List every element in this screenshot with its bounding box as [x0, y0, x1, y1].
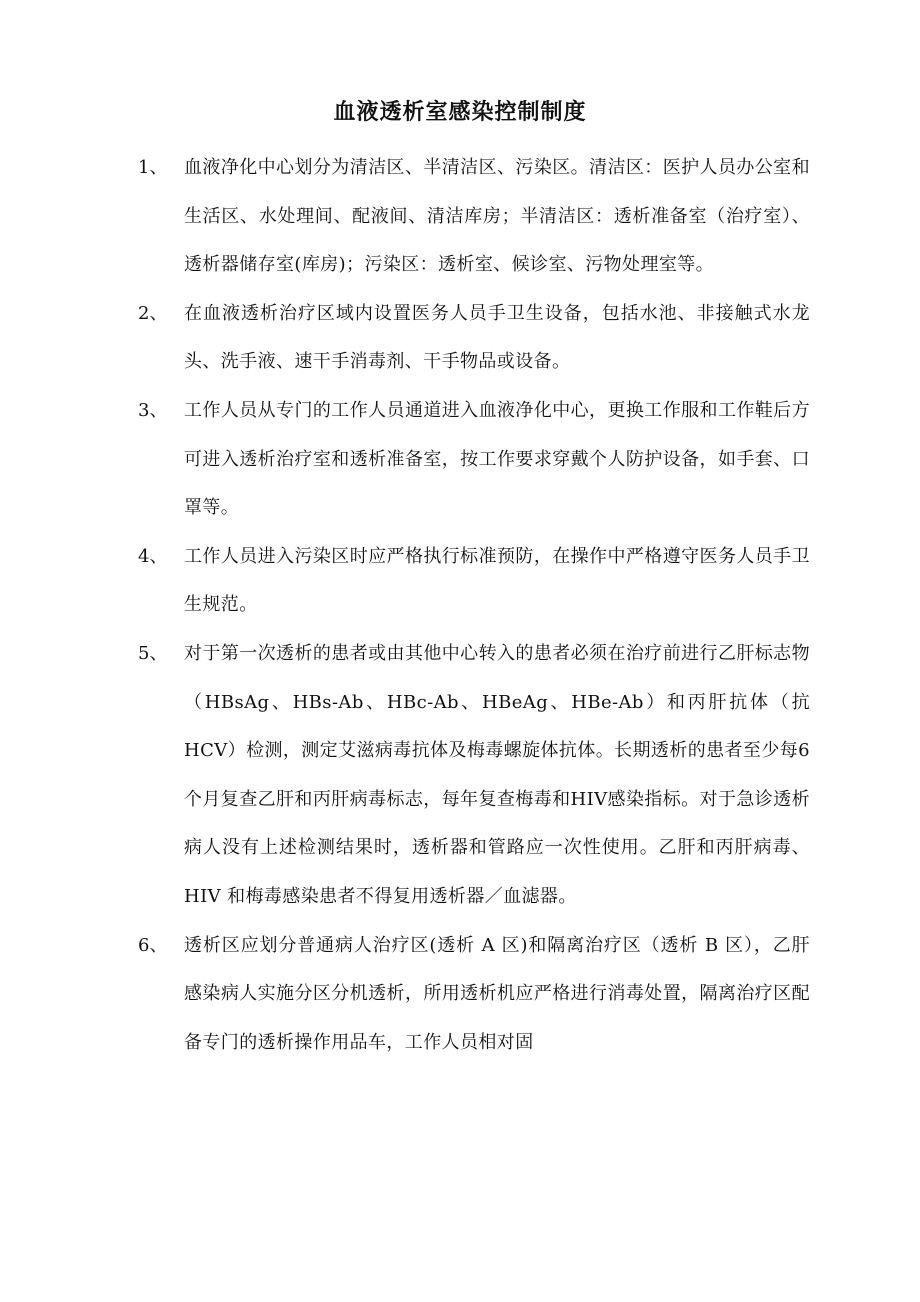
clause-item	[0, 922, 920, 1068]
clause-text: 工作人员进入污染区时应严格执行标准预防，在操作中严格遵守医务人员手卫生规范。	[184, 545, 810, 616]
clause-text: 对于第一次透析的患者或由其他中心转入的患者必须在治疗前进行乙肝标志物（HBsAg、HBs-Ab、HBc-Ab、HBeAg、HBe-Ab）和丙肝抗体（抗HCV）检测，测定艾滋病毒抗体及梅毒螺旋体抗体。长期透析的患者至少每6 个月复查乙肝和丙肝病毒标志，每年复查梅毒和HIV感染指标。对于急诊透析病人没有上述检测结果时，透析器和管路应一次性使用。乙肝和丙肝病毒、HIV 和梅毒感染患者不得复用透析器／血滤器。	[184, 642, 810, 907]
clause-item	[0, 290, 920, 387]
clause-list	[0, 144, 920, 1067]
clause-number: 4、	[138, 545, 168, 567]
clause-number: 6、	[138, 934, 168, 956]
clause-item	[0, 387, 920, 533]
document-title: 血液透析室感染控制制度	[333, 99, 587, 125]
clause-number: 3、	[138, 399, 168, 421]
clause-item	[0, 630, 920, 922]
clause-item	[0, 144, 920, 290]
clause-text: 在血液透析治疗区域内设置医务人员手卫生设备，包括水池、非接触式水龙头、洗手液、速干手消毒剂、干手物品或设备。	[184, 302, 810, 373]
clause-text: 工作人员从专门的工作人员通道进入血液净化中心，更换工作服和工作鞋后方可进入透析治疗室和透析准备室，按工作要求穿戴个人防护设备，如手套、口罩等。	[184, 399, 810, 519]
clause-number: 1、	[138, 157, 168, 178]
clause-item	[0, 533, 920, 630]
clause-number: 5、	[138, 642, 168, 664]
clause-number: 2、	[138, 302, 168, 324]
clause-text: 透析区应划分普通病人治疗区(透析 A 区)和隔离治疗区（透析 B 区），乙肝感染病人实施分区分机透析，所用透析机应严格进行消毒处置，隔离治疗区配备专门的透析操作用品车，工作人员相对固	[184, 934, 810, 1053]
clause-text: 血液净化中心划分为清洁区、半清洁区、污染区。清洁区：医护人员办公室和生活区、水处理间、配液间、清洁库房；半清洁区：透析准备室（治疗室）、透析器储存室(库房)；污染区：透析室、候诊室、污物处理室等。	[184, 157, 810, 276]
